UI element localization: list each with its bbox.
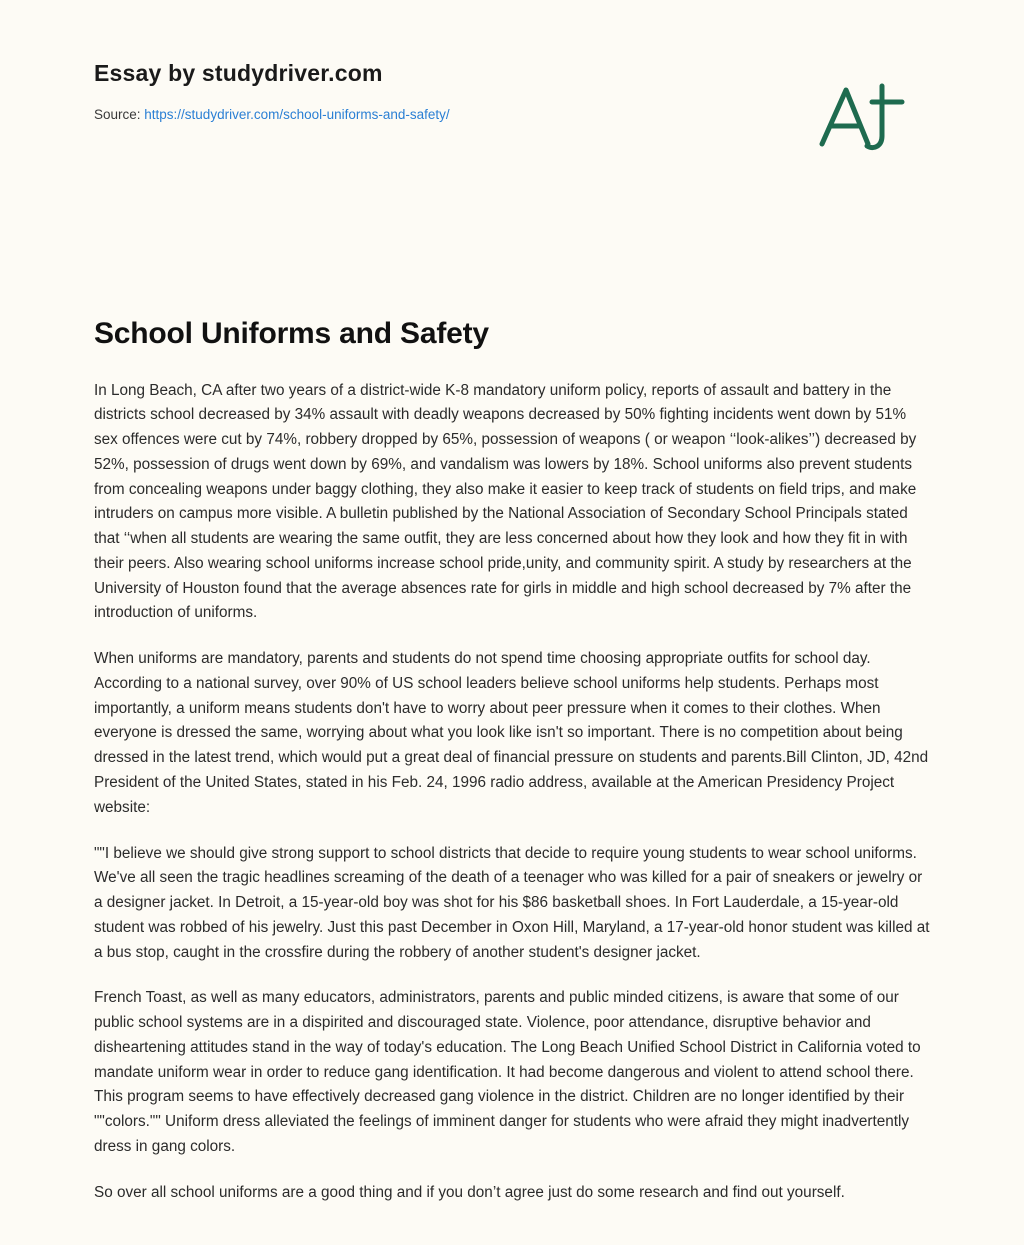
paragraph: ""I believe we should give strong support to school districts that decide to require young students to wear school uniforms. We've all seen the tragic headlines screaming of the death of a teenager who was killed for a pair of sneakers or jewelry or a designer jacket. In Detroit, a 15-year-old boy was shot for his $86 basketball shoes. In Fort Lauderdale, a 15-year-old student was robbed of his jewelry. Just this past December in Oxon Hill, Maryland, a 17-year-old honor student was killed at a bus stop, caught in the crossfire during the robbery of another student's designer jacket.	[94, 844, 930, 961]
source-label: Source:	[94, 106, 145, 122]
source-line	[94, 106, 930, 124]
studydriver-logo-icon	[810, 72, 930, 162]
paragraph: French Toast, as well as many educators, administrators, parents and public minded citizens, is aware that some of our public school systems are in a dispirited and discouraged state. Violence, poor attendance, disruptive behavior and disheartening attitudes stand in the way of today's education. The Long Beach Unified School District in California voted to mandate uniform wear in order to reduce gang identification. It had become dangerous and violent to attend school there. This program seems to have effectively decreased gang violence in the district. Children are no longer identified by their ""colors."" Uniform dress alleviated the feelings of imminent danger for students who were afraid they might inadvertently dress in gang colors.	[94, 989, 921, 1155]
paragraph: So over all school uniforms are a good thing and if you don’t agree just do some research and find out yourself.	[94, 1183, 845, 1201]
brand-title: Essay by studydriver.com	[94, 60, 383, 86]
document-header	[94, 60, 930, 170]
page-title: School Uniforms and Safety	[94, 317, 489, 350]
essay-body	[94, 379, 930, 1206]
paragraph: When uniforms are mandatory, parents and students do not spend time choosing appropriate outfits for school day. According to a national survey, over 90% of US school leaders believe school uniforms help students. Perhaps most importantly, a uniform means students don't have to worry about peer pressure when it comes to their clothes. When everyone is dressed the same, worrying about what you look like isn't so important. There is no competition about being dressed in the latest trend, which would put a great deal of financial pressure on students and parents.Bill Clinton, JD, 42nd President of the United States, stated in his Feb. 24, 1996 radio address, available at the American Presidency Project website:	[94, 650, 929, 816]
source-url-link[interactable]: https://studydriver.com/school-uniforms-and-safety/	[144, 106, 450, 122]
paragraph: In Long Beach, CA after two years of a district-wide K-8 mandatory uniform policy, reports of assault and battery in the districts school decreased by 34% assault with deadly weapons decreased by 50% fighting incidents went down by 51% sex offences were cut by 74%, robbery dropped by 65%, possession of weapons ( or weapon ‘‘look-alikes’’) decreased by 52%, possession of drugs went down by 69%, and vandalism was lowers by 18%. School uniforms also prevent students from concealing weapons under baggy clothing, they also make it easier to keep track of students on field trips, and make intruders on campus more visible. A bulletin published by the National Association of Secondary School Principals stated that ‘‘when all students are wearing the same outfit, they are less concerned about how they look and how they fit in with their peers. Also wearing school uniforms increase school pride,unity, and community spirit. A study by researchers at the University of Houston found that the average absences rate for girls in middle and high school decreased by 7% after the introduction of uniforms.	[94, 381, 917, 622]
